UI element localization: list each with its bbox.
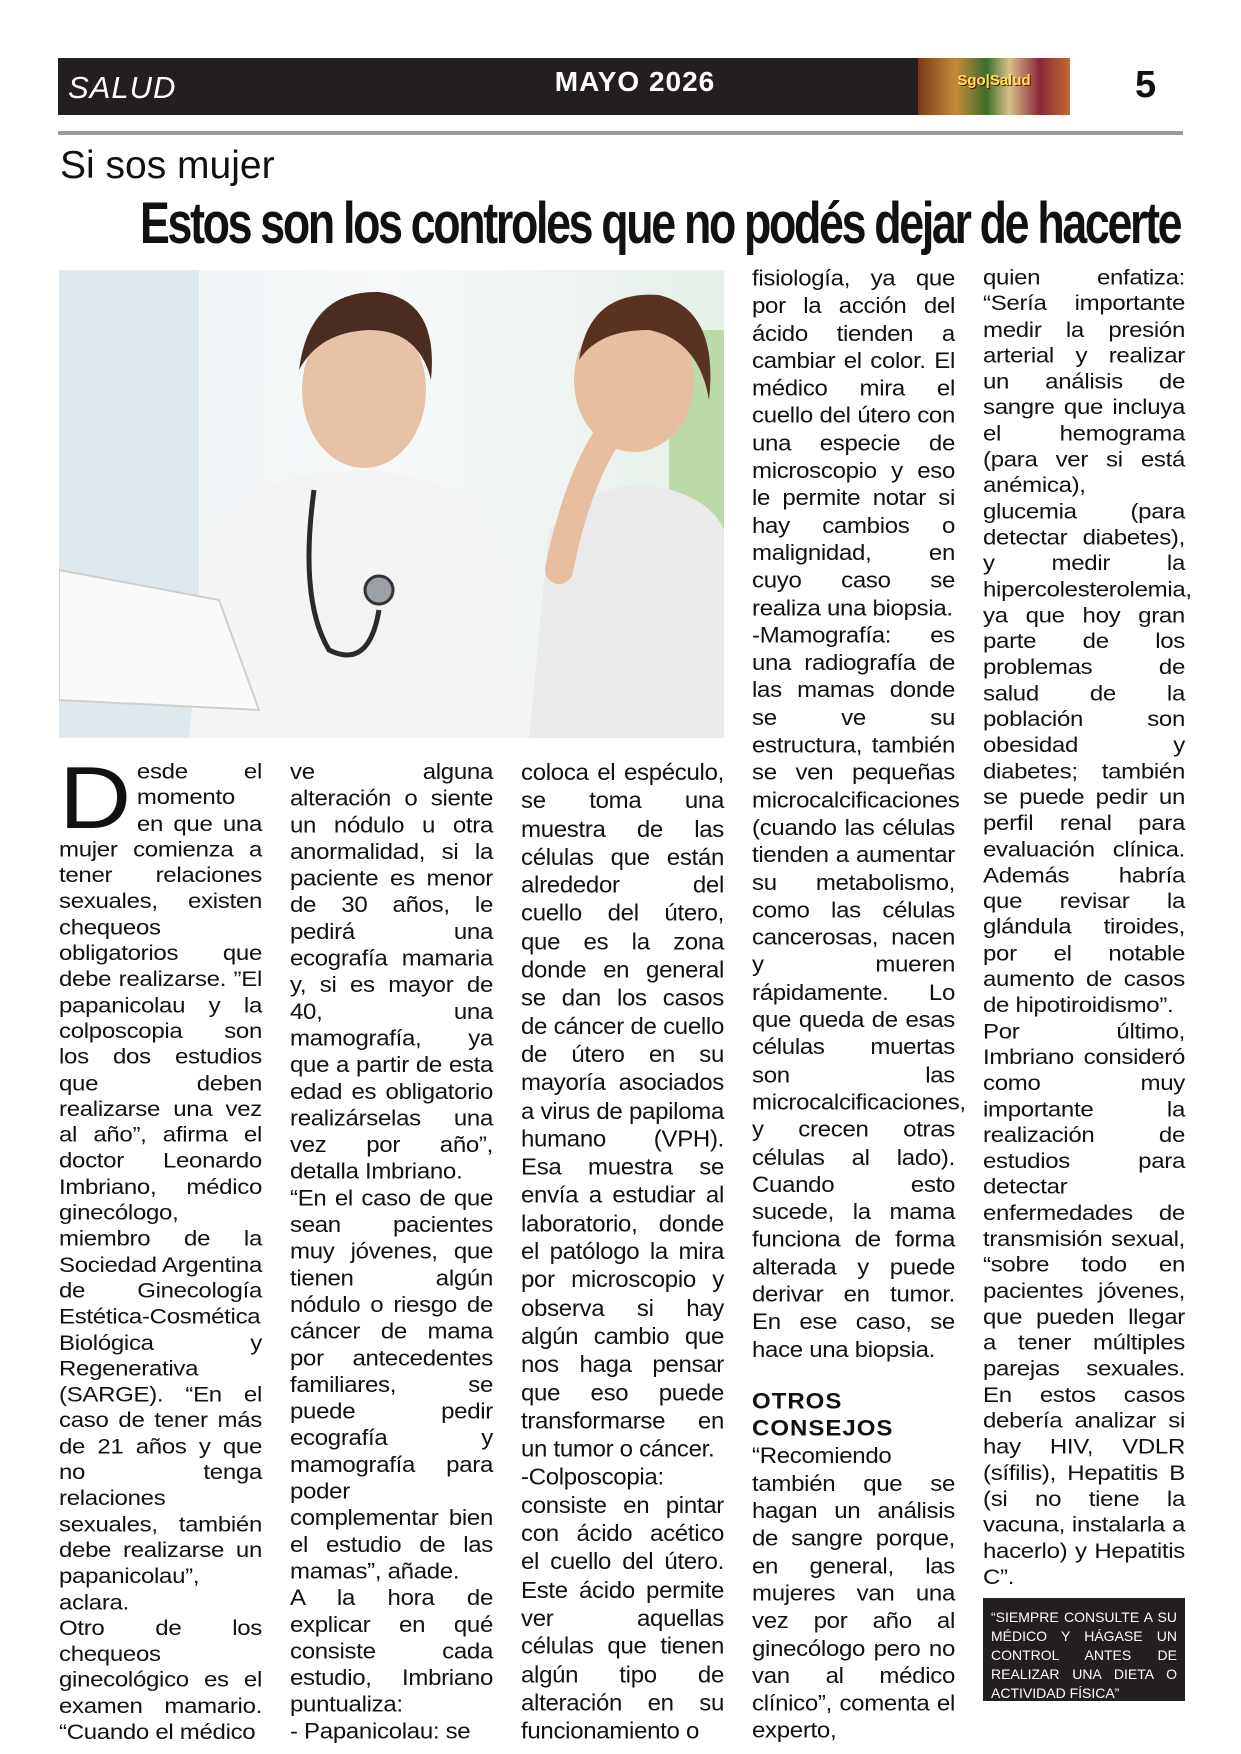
paragraph: A la hora de explicar en qué consiste cada estudio, Imbriano puntualiza: xyxy=(290,1586,493,1718)
article-photo xyxy=(59,270,724,738)
paragraph: quien enfatiza: “Sería importante medir la presión arterial y realizar un análisis de sangre que incluya el hemograma (para ver si está anémica), glucemia (para detectar diabetes), y medir la hipercolesterolemia, ya que hoy gran parte de los problemas de salud de la población son obesidad y diabetes; también se puede pedir un perfil renal para evaluación clínica. Además habría que revisar la glándula tiroides, por el notable aumento de casos de hipotiroidismo”. xyxy=(983,265,1192,1018)
paragraph: coloca el espéculo, se toma una muestra de las células que están alrededor del cuello del útero, que es la zona donde en general se dan los casos de cáncer de cuello de útero en su mayoría asociados a virus de papiloma humano (VPH). Esa muestra se envía a estudiar al laboratorio, donde el patólogo la mira por microscopio y observa si hay algún cambio que nos haga pensar que eso puede transformarse en un tumor o cáncer. xyxy=(521,759,724,1463)
article-column-1 xyxy=(59,748,262,1745)
paragraph: fisiología, ya que por la acción del ácido tienden a cambiar el color. El médico mira el cuello del útero con una especie de microscopio y eso le permite notar si hay cambios o malignidad, en cuyo caso se realiza una biopsia. xyxy=(752,265,955,621)
article-column-2 xyxy=(290,759,493,1745)
paragraph: Otro de los chequeos ginecológico es el examen mamario. “Cuando el médico xyxy=(59,1616,262,1745)
article-headline: Estos son los controles que no podés dejar de hacerte xyxy=(140,191,1181,256)
paragraph: Por último, Imbriano consideró como muy importante la realización de estudios para detectar enfermedades de transmisión sexual, “sobre todo en pacientes jóvenes, que pueden llegar a tener múltiples parejas sexuales. En estos casos debería analizar si hay HIV, VDLR (sífilis), Hepatitis B (si no tiene la vacuna, instalarla a hacerlo) y Hepatitis C”. xyxy=(983,1019,1185,1590)
section-name: SALUD xyxy=(68,70,177,105)
header-bar xyxy=(58,58,920,115)
subheading: OTROS CONSEJOS xyxy=(752,1388,894,1442)
paragraph: “Recomiendo también que se hagan un análisis de sangre porque, en general, las mujeres van una vez por año al ginecólogo pero no van al médico clínico”, comenta el experto, xyxy=(752,1443,955,1744)
pull-quote-box: “SIEMPRE CONSULTE A SU MÉDICO Y HÁGASE UN CONTROL ANTES DE REALIZAR UNA DIETA O ACTIVIDAD FÍSICA” xyxy=(983,1598,1185,1701)
paragraph: ve alguna alteración o siente un nódulo u otra anormalidad, si la paciente es menor de 30 años, le pedirá una ecografía mamaria y, si es mayor de 40, una mamografía, ya que a partir de esta edad es obligatorio realizárselas una vez por año”, detalla Imbriano. xyxy=(290,759,493,1185)
paragraph: -Mamografía: es una radiografía de las mamas donde se ve su estructura, también se ven pequeñas microcalcificaciones (cuando las células tienden a aumentar su metabolismo, como las células cancerosas, nacen y mueren rápidamente. Lo que queda de esas células muertas son las microcalcificaciones, y crecen otras células al lado). Cuando esto sucede, la mama funciona de forma alterada y puede derivar en tumor. En ese caso, se hace una biopsia. xyxy=(752,622,966,1363)
paragraph: esde el momento en que una mujer comienza a tener relaciones sexuales, existen chequeos obligatorios que debe realizarse. ”El papanicolau y la colposcopia son los dos estudios que deben realizarse una vez al año”, afirma el doctor Leonardo Imbriano, médico ginecólogo, miembro de la Sociedad Argentina de Ginecología Estética-Cosmética Biológica y Regenerativa (SARGE). “En el caso de tener más de 21 años y que no tenga relaciones sexuales, también debe realizarse un papanicolau”, aclara. xyxy=(59,759,262,1615)
issue-date: MAYO 2026 xyxy=(554,66,716,97)
logo-text: Sgo|Salud xyxy=(957,72,1031,89)
article-column-5 xyxy=(983,265,1192,1590)
article-column-3 xyxy=(521,759,724,1745)
article-column-4 xyxy=(752,265,966,1745)
paragraph: “En el caso de que sean pacientes muy jóvenes, que tienen algún nódulo o riesgo de cáncer de mama por antecedentes familiares, se puede pedir ecografía y mamografía para poder complementar bien el estudio de las mamas”, añade. xyxy=(290,1186,493,1584)
drop-cap: D xyxy=(59,748,131,848)
article-kicker: Si sos mujer xyxy=(60,144,275,187)
page-number: 5 xyxy=(1135,64,1157,106)
publication-logo xyxy=(918,58,1070,115)
header-rule xyxy=(58,131,1183,135)
paragraph: - Papanicolau: se xyxy=(290,1719,471,1744)
paragraph: -Colposcopia: consiste en pintar con ácido acético el cuello del útero. Este ácido permite ver aquellas células que tienen algún tipo de alteración en su funcionamiento o xyxy=(521,1464,724,1745)
